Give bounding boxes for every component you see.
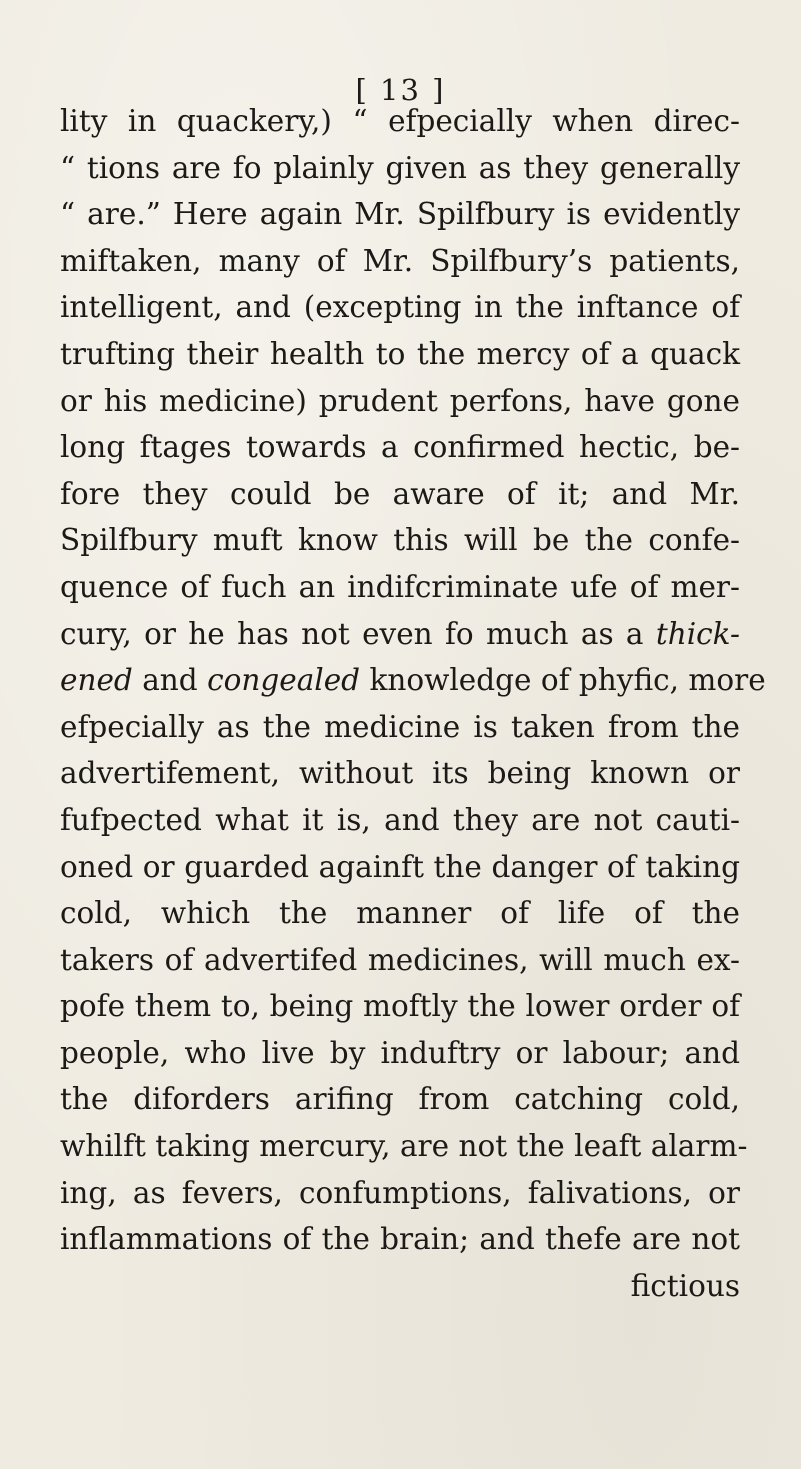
text-line-22: the diforders arifing from catching cold, (60, 1082, 740, 1117)
page-number: [ 13 ] (355, 73, 446, 107)
text-line-11: quence of fuch an indifcriminate ufe of mer- (60, 569, 740, 604)
text-line-10: Spilfbury muft know this will be the confe- (60, 523, 740, 558)
text-line-5: intelligent, and (excepting in the inftance of (60, 290, 740, 325)
text-line-1: lity in quackery,) “ efpecially when direc- (60, 104, 740, 138)
italic-word-thick: thick- (655, 616, 740, 651)
text-line-13-rest: knowledge of phyfic, more (369, 663, 766, 698)
text-line-7: or his medicine) prudent perfons, have gone (60, 383, 740, 418)
text-line-9: fore they could be aware of it; and Mr. (60, 476, 740, 511)
body-text (60, 98, 766, 1309)
text-line-16: fufpected what it is, and they are not cauti- (60, 802, 740, 837)
text-line-6: trufting their health to the mercy of a quack (60, 336, 740, 371)
catchword: fictious (630, 1268, 740, 1303)
text-line-25: inflammations of the brain; and thefe are not (60, 1222, 740, 1257)
text-line-24: ing, as fevers, confumptions, falivations, or (60, 1175, 740, 1210)
text-line-13-and: and (142, 663, 198, 698)
text-line-20: pofe them to, being moftly the lower order of (60, 989, 740, 1024)
text-line-17: oned or guarded againft the danger of taking (60, 849, 740, 884)
text-line-23: whilft taking mercury, are not the leaft alarm- (60, 1129, 748, 1164)
italic-word-congealed: congealed (207, 663, 361, 698)
text-line-14: efpecially as the medicine is taken from the (60, 709, 740, 744)
text-line-18: cold, which the manner of life of the (60, 896, 740, 931)
text-line-2: “ tions are fo plainly given as they generally (60, 150, 740, 185)
text-line-21: people, who live by induftry or labour; and (60, 1035, 740, 1070)
text-line-15: advertifement, without its being known or (60, 756, 740, 791)
text-line-13 (60, 657, 766, 704)
text-line-12 (60, 611, 740, 658)
text-line-12-roman: cury, or he has not even fo much as a (60, 616, 644, 651)
italic-word-ened: ened (60, 663, 133, 698)
text-line-19: takers of advertifed medicines, will much ex- (60, 942, 740, 977)
text-line-3: “ are.” Here again Mr. Spilfbury is evidently (60, 197, 740, 232)
text-line-8: long ftages towards a confirmed hectic, be- (60, 430, 740, 465)
text-line-4: miftaken, many of Mr. Spilfbury’s patients, (60, 243, 740, 278)
